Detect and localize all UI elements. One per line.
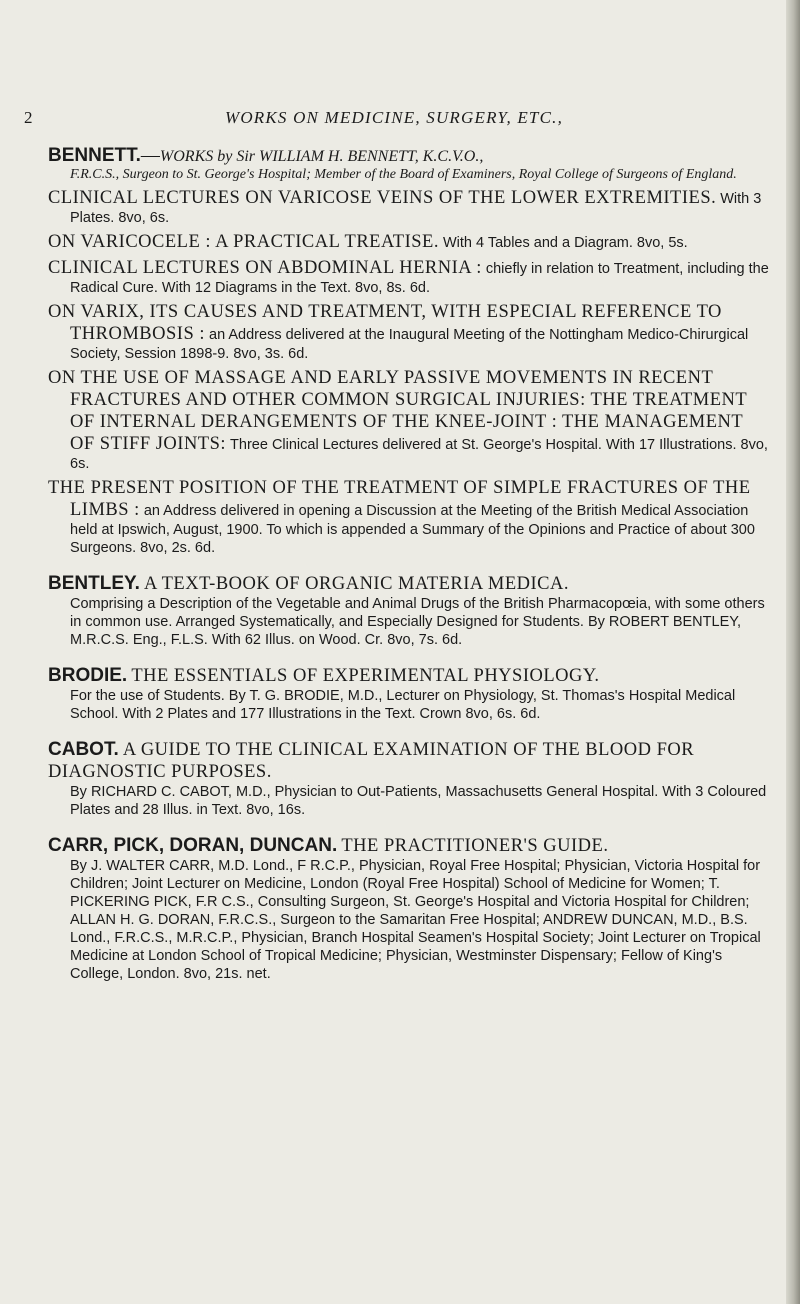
work-item [48,257,770,297]
work-details: By J. WALTER CARR, M.D. Lond., F R.C.P., Physician, Royal Free Hospital; Physician, Victoria Hospital for Children; Joint Lecturer on Medicine, London (Royal Free Hospital) School of Medicine for Women; T. PICKERING PICK, F.R C.S., Consulting Surgeon, St. George's Hospital and Victoria Hospital for Children; ALLAN H. G. DORAN, F.R.C.S., Surgeon to the Samaritan Free Hospital; ANDREW DUNCAN, M.D., B.S. Lond., F.R.C.S., M.R.C.P., Physician, Branch Hospital Seamen's Hospital Society; Joint Lecturer on Tropical Medicine at London School of Tropical Medicine; Physician, Westminster Dispensary; Fellow of King's College, London. 8vo, 21s. net. [70,858,761,982]
work-title: ON VARIX, ITS CAUSES AND TREATMENT, WITH ESPECIAL REFERENCE TO THROMBOSIS : [48,302,722,344]
entry-author: BENTLEY. [48,573,140,594]
work-item [48,367,770,473]
entry-byline: WORKS by Sir WILLIAM H. BENNETT, K.C.V.O., [159,148,484,165]
work-title: THE PRACTITIONER'S GUIDE. [341,836,609,856]
work-item [48,231,770,253]
work-details: With 3 Plates. 8vo, 6s. [70,191,762,226]
entry-author: BENNETT. [48,145,141,166]
entry-author: CARR, PICK, DORAN, DUNCAN. [48,835,338,856]
work-title: CLINICAL LECTURES ON ABDOMINAL HERNIA : [48,258,482,278]
work-details: an Address delivered in opening a Discussion at the Meeting of the British Medical Association held at Ipswich, August, 1900. To which is appended a Summary of the Opinions and Practice of about 300 Surgeons. 8vo, 2s. 6d. [70,503,755,556]
catalogue-entry-carr [48,835,770,983]
work-title: THE PRESENT POSITION OF THE TREATMENT OF SIMPLE FRACTURES OF THE LIMBS : [48,478,751,520]
entry-author: BRODIE. [48,665,128,686]
work-details: chiefly in relation to Treatment, including the Radical Cure. With 12 Diagrams in the Text. 8vo, 8s. 6d. [70,261,769,296]
catalogue-entry-cabot [48,739,770,819]
work-title: THE ESSENTIALS OF EXPERIMENTAL PHYSIOLOGY. [131,666,600,686]
entry-author: CABOT. [48,739,119,760]
book-spine-edge [786,0,800,1304]
work-title: ON THE USE OF MASSAGE AND EARLY PASSIVE MOVEMENTS IN RECENT FRACTURES AND OTHER COMMON SURGICAL INJURIES: THE TREATMENT OF INTERNAL DERANGEMENTS OF THE KNEE-JOINT : THE MANAGEMENT OF STIFF JOINTS: [48,368,747,454]
work-details: For the use of Students. By T. G. BRODIE, M.D., Lecturer on Physiology, St. Thomas's Hospital Medical School. With 2 Plates and 177 Illustrations in the Text. Crown 8vo, 6s. 6d. [70,688,736,722]
catalogue-entry-bentley [48,573,770,649]
work-title: CLINICAL LECTURES ON VARICOSE VEINS OF THE LOWER EXTREMITIES. [48,188,717,208]
work-details: Three Clinical Lectures delivered at St. George's Hospital. With 17 Illustrations. 8vo, 6s. [70,437,768,472]
work-details: By RICHARD C. CABOT, M.D., Physician to Out-Patients, Massachusetts General Hospital. With 3 Coloured Plates and 28 Illus. in Text. 8vo, 16s. [70,784,767,818]
work-item [48,301,770,363]
page-number: 2 [24,108,33,127]
work-item [48,187,770,227]
work-details: With 4 Tables and a Diagram. 8vo, 5s. [442,235,688,251]
work-item [48,477,770,557]
running-title: WORKS ON MEDICINE, SURGERY, ETC., [224,108,564,127]
catalogue-entry-brodie [48,665,770,723]
work-details: an Address delivered at the Inaugural Meeting of the Nottingham Medico-Chirurgical Society, Session 1898-9. 8vo, 3s. 6d. [70,327,749,362]
page-header [24,108,764,132]
entry-author-credentials: F.R.C.S., Surgeon to St. George's Hospital; Member of the Board of Examiners, Royal College of Surgeons of England. [70,167,737,182]
work-title: ON VARICOCELE : A PRACTICAL TREATISE. [48,232,439,252]
catalogue-entry-bennett: BENNETT.—WORKS by Sir WILLIAM H. BENNETT, K.C.V.O., F.R.C.S., Surgeon to St. George's Hospital; Member of the Board of Examiners, Royal College of Surgeons of England. CLINICAL LECTURES ON VARICOSE VEINS OF THE LOWER EXTREMITIES. With 3 Plates. 8vo, 6s. ON VARICOCELE : A PRACTICAL TREATISE. With 4 Tables and a Diagram. 8vo, 5s. CLINICAL LECTURES ON ABDOMINAL HERNIA : chiefly in relation to Treatment, including the Radical Cure. With 12 Diagrams in the Text. 8vo, 8s. 6d. ON VARIX, ITS CAUSES AND TREATMENT, WITH ESPECIAL REFERENCE TO THROMBOSIS : an Address delivered at the Inaugural Meeting of the Nottingham Medico-Chirurgical Society, Session 1898-9. 8vo, 3s. 6d. ON THE USE OF MASSAGE AND EARLY PASSIVE MOVEMENTS IN RECENT FRACTURES AND OTHER COMMON SURGICAL INJURIES: THE TREATMENT OF INTERNAL DERANGEMENTS OF THE KNEE-JOINT : THE MANAGEMENT OF STIFF JOINTS: Three Clinical Lectures delivered at St. George's Hospital. With 17 Illustrations. 8vo, 6s. THE PRESENT POSITION OF THE TREATMENT OF SIMPLE FRACTURES OF THE LIMBS : an Address delivered in opening a Discussion at the Meeting of the British Medical Association held at Ipswich, August, 1900. To which is appended a Summary of the Opinions and Practice of about 300 Surgeons. 8vo, 2s. 6d. [48,145,769,556]
catalogue-list [48,146,770,999]
work-title: A TEXT-BOOK OF ORGANIC MATERIA MEDICA. [143,574,569,594]
work-title: A GUIDE TO THE CLINICAL EXAMINATION OF THE BLOOD FOR DIAGNOSTIC PURPOSES. [48,740,695,782]
work-details: Comprising a Description of the Vegetable and Animal Drugs of the British Pharmacopœia, with some others in common use. Arranged Systematically, and Especially Designed for Students. By ROBERT BENTLEY, M.R.C.S. Eng., F.L.S. With 62 Illus. on Wood. Cr. 8vo, 7s. 6d. [70,596,765,648]
